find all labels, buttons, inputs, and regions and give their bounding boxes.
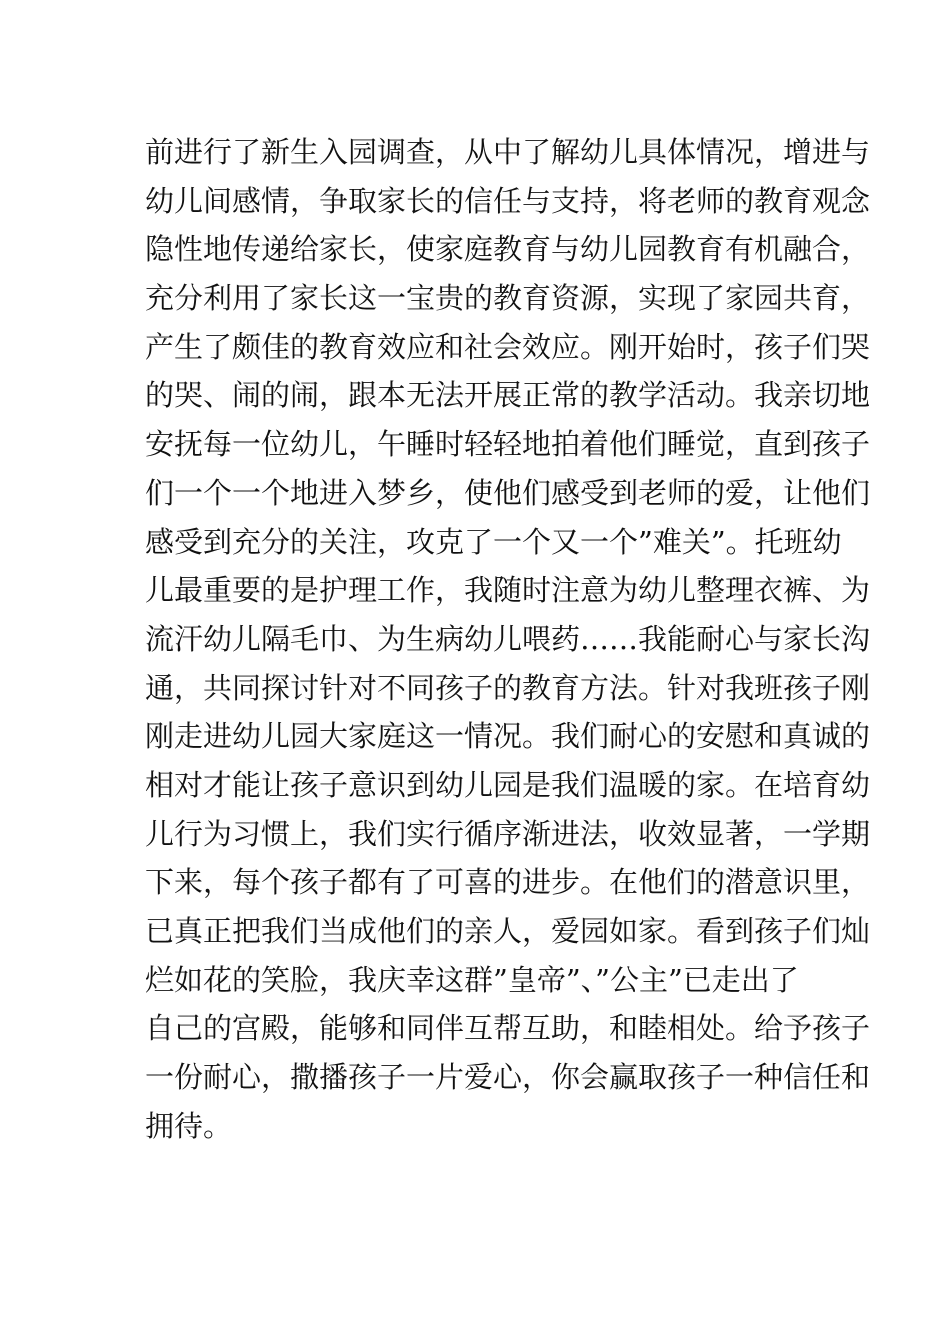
text-line: 儿行为习惯上，我们实行循序渐进法，收效显著，一学期 xyxy=(145,816,871,851)
text-line: 隐性地传递给家长，使家庭教育与幼儿园教育有机融合， xyxy=(145,232,871,267)
text-line: 下来，每个孩子都有了可喜的进步。在他们的潜意识里， xyxy=(145,865,871,900)
text-line: 感受到充分的关注，攻克了一个又一个”难关”。托班幼 xyxy=(145,524,842,559)
text-line: 相对才能让孩子意识到幼儿园是我们温暖的家。在培育幼 xyxy=(145,767,871,802)
text-line: 们一个一个地进入梦乡，使他们感受到老师的爱，让他们 xyxy=(145,475,871,510)
text-line: 一份耐心，撒播孩子一片爱心，你会赢取孩子一种信任和 xyxy=(145,1060,871,1095)
text-line: 烂如花的笑脸，我庆幸这群”皇帝”、”公主”已走出了 xyxy=(145,962,799,997)
text-line: 拥待。 xyxy=(145,1108,233,1143)
text-line: 刚走进幼儿园大家庭这一情况。我们耐心的安慰和真诚的 xyxy=(145,719,871,754)
text-line: 已真正把我们当成他们的亲人，爱园如家。看到孩子们灿 xyxy=(145,914,871,948)
text-line: 流汗幼儿隔毛巾、为生病幼儿喂药……我能耐心与家长沟 xyxy=(145,621,871,656)
text-line: 充分利用了家长这一宝贵的教育资源，实现了家园共育， xyxy=(145,281,871,316)
text-line: 前进行了新生入园调查，从中了解幼儿具体情况，增进与 xyxy=(145,135,871,169)
body-paragraph xyxy=(145,128,871,1150)
text-line: 产生了颇佳的教育效应和社会效应。刚开始时，孩子们哭 xyxy=(145,329,871,364)
text-line: 自己的宫殿，能够和同伴互帮互助，和睦相处。给予孩子 xyxy=(145,1011,871,1046)
text-line: 幼儿间感情，争取家长的信任与支持，将老师的教育观念 xyxy=(145,183,871,218)
text-line: 的哭、闹的闹，跟本无法开展正常的教学活动。我亲切地 xyxy=(145,378,871,413)
text-line: 通，共同探讨针对不同孩子的教育方法。针对我班孩子刚 xyxy=(145,670,871,705)
text-line: 安抚每一位幼儿，午睡时轻轻地拍着他们睡觉，直到孩子 xyxy=(145,427,871,462)
text-line: 儿最重要的是护理工作，我随时注意为幼儿整理衣裤、为 xyxy=(145,573,871,608)
